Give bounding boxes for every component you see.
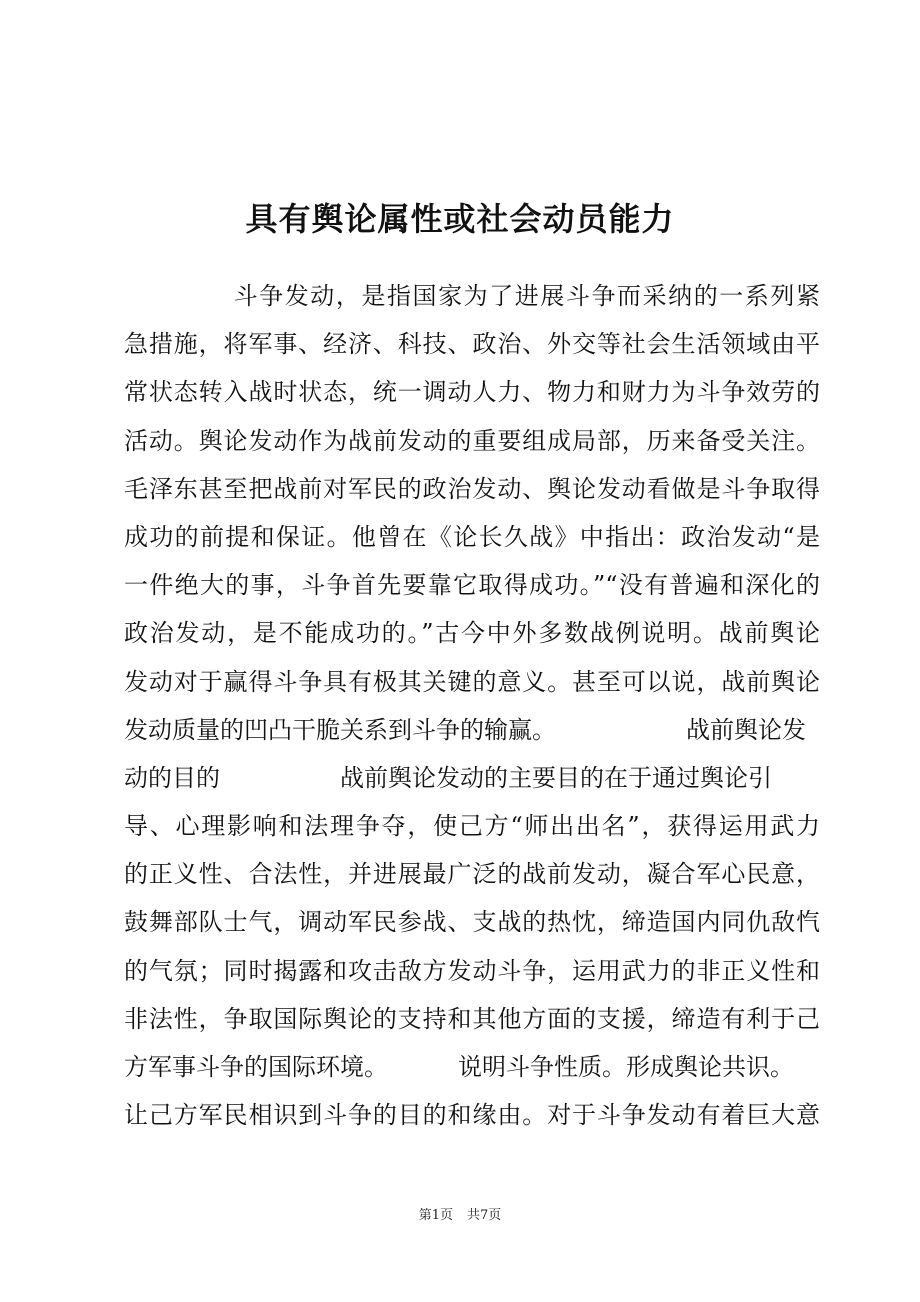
- body-line: 急措施，将军事、经济、科技、政治、外交等社会生活领域由平: [124, 330, 820, 359]
- body-line: 的气氛；同时揭露和攻击敌方发动斗争，运用武力的非正义性和: [124, 956, 820, 985]
- page-number: 第1页: [418, 1208, 453, 1223]
- document-body: [124, 272, 820, 1139]
- body-line: 斗争发动，是指国家为了进展斗争而采纳的一系列紧: [232, 282, 820, 310]
- body-line: 发动质量的凹凸干脆关系到斗争的输赢。 战前舆论发: [124, 715, 806, 744]
- body-line: 的正义性、合法性，并进展最广泛的战前发动，凝合军心民意，: [124, 860, 820, 889]
- body-line: 非法性，争取国际舆论的支持和其他方面的支援，缔造有利于己: [124, 1004, 820, 1033]
- body-line: 常状态转入战时状态，统一调动人力、物力和财力为斗争效劳的: [124, 378, 820, 407]
- page-footer: [0, 1206, 920, 1226]
- body-line: 发动对于赢得斗争具有极其关键的意义。甚至可以说，战前舆论: [124, 667, 820, 696]
- body-line: 动的目的 战前舆论发动的主要目的在于通过舆论引: [124, 763, 772, 792]
- body-line: 导、心理影响和法理争夺，使己方“师出出名”，获得运用武力: [124, 812, 820, 841]
- body-line: 成功的前提和保证。他曾在《论长久战》中指出：政治发动“是: [124, 522, 820, 551]
- body-line: 毛泽东甚至把战前对军民的政治发动、舆论发动看做是斗争取得: [124, 474, 820, 503]
- body-line: 一件绝大的事，斗争首先要靠它取得成功。”“没有普遍和深化的: [124, 571, 820, 600]
- body-line: 鼓舞部队士气，调动军民参战、支战的热忱，缔造国内同仇敌忾: [124, 908, 820, 937]
- body-line: 政治发动，是不能成功的。”古今中外多数战例说明。战前舆论: [124, 619, 820, 648]
- body-line: 让己方军民相识到斗争的目的和缘由。对于斗争发动有着巨大意: [124, 1101, 820, 1130]
- document-title: 具有舆论属性或社会动员能力: [245, 200, 675, 238]
- body-line: 活动。舆论发动作为战前发动的重要组成局部，历来备受关注。: [124, 426, 820, 455]
- page-total: 共7页: [467, 1208, 502, 1223]
- body-line: 方军事斗争的国际环境。 说明斗争性质。形成舆论共识。: [124, 1053, 794, 1081]
